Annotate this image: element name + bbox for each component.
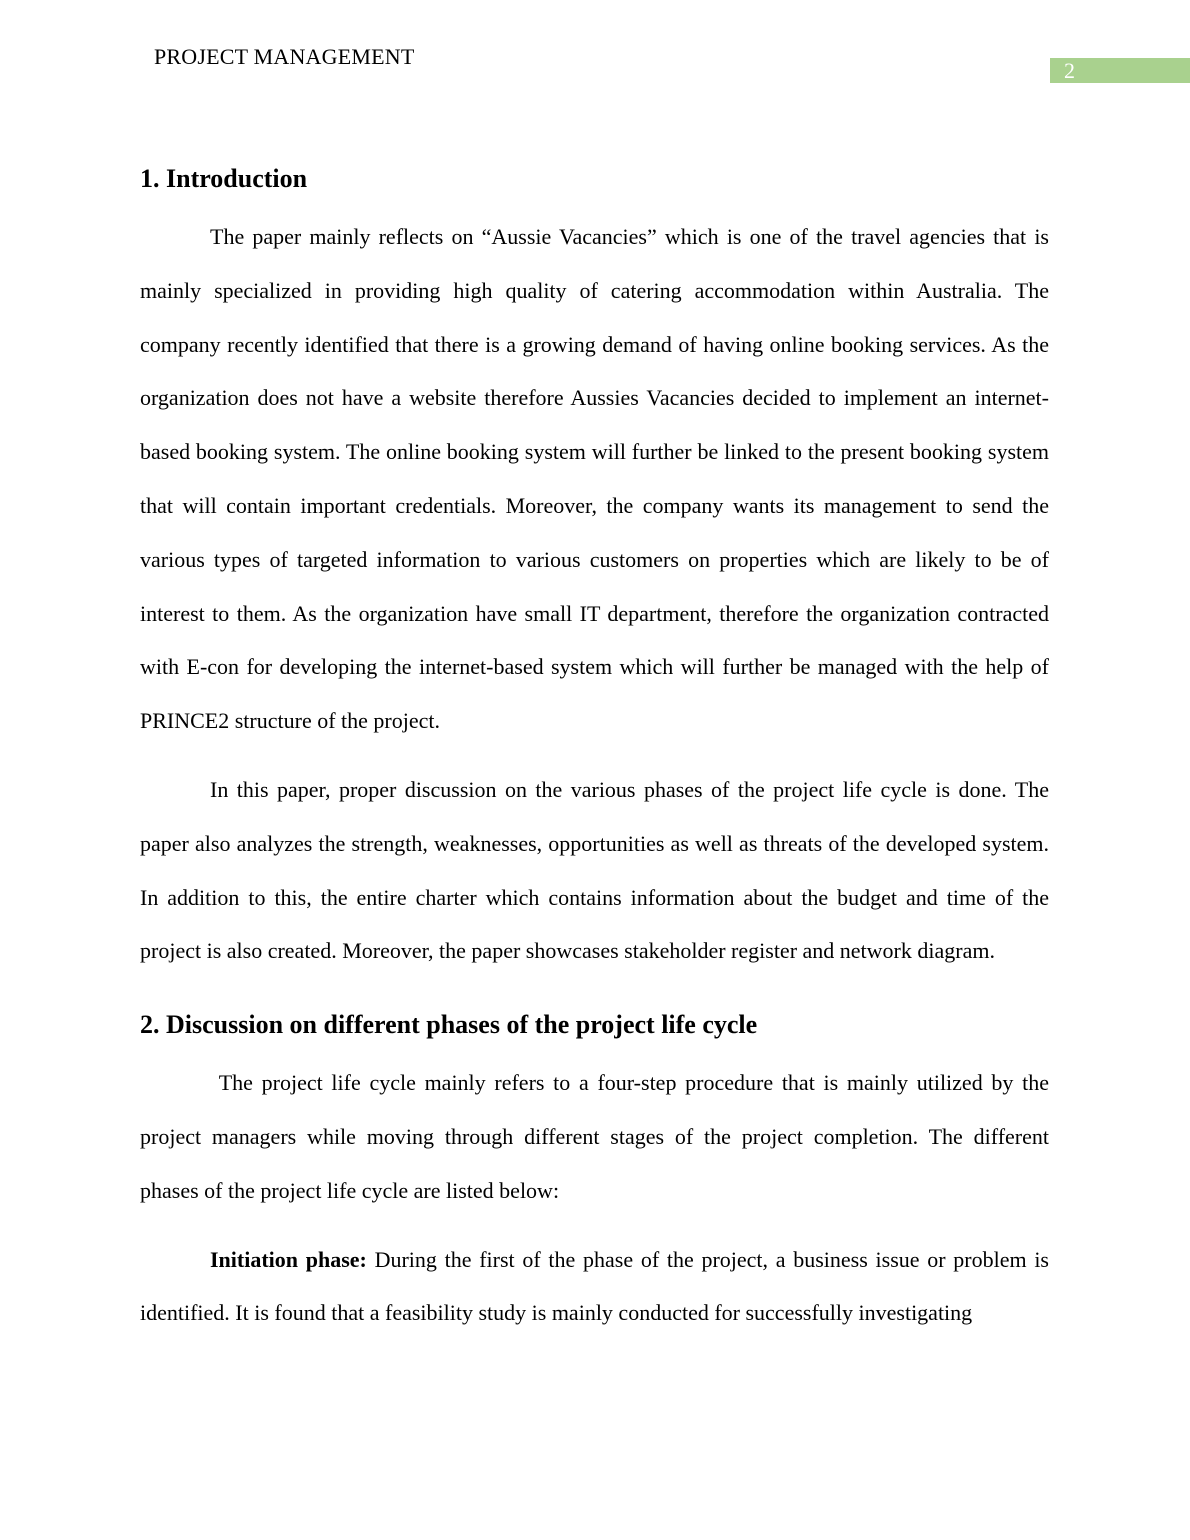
running-head: PROJECT MANAGEMENT: [154, 44, 415, 69]
initiation-phase-paragraph: [140, 1233, 1049, 1341]
initiation-phase-label: Initiation phase:: [210, 1246, 367, 1272]
section-1-heading: 1. Introduction: [140, 164, 308, 193]
lifecycle-paragraph: The project life cycle mainly refers to a four-step procedure that is mainly utilized by the project managers while moving through different stages of the project completion. The different phases of the project life cycle are listed below:: [140, 1070, 1055, 1203]
intro-paragraph-2: In this paper, proper discussion on the various phases of the project life cycle is done. The paper also analyzes the strength, weaknesses, opportunities as well as threats of the developed system. In addition to this, the entire charter which contains information about the budget and time of the project is also created. Moreover, the paper showcases stakeholder register and network diagram.: [140, 776, 1049, 964]
initiation-phase-text: During the first of the phase of the project, a business issue or problem is identified. It is found that a feasibility study is mainly conducted for successfully investigating: [140, 1246, 1049, 1326]
page-number-badge: 2: [1050, 58, 1190, 83]
document-body: [140, 160, 1055, 1340]
section-2-heading: 2. Discussion on different phases of the project life cycle: [140, 1010, 758, 1040]
intro-paragraph-1: The paper mainly reflects on “Aussie Vacancies” which is one of the travel agencies that is mainly specialized in providing high quality of catering accommodation within Australia. The company recently identified that there is a growing demand of having online booking services. As the organization does not have a website therefore Aussies Vacancies decided to implement an internet-based booking system. The online booking system will further be linked to the present booking system that will contain important credentials. Moreover, the company wants its management to send the various types of targeted information to various customers on properties which are likely to be of interest to them. As the organization have small IT department, therefore the organization contracted with E-con for developing the internet-based system which will further be managed with the help of PRINCE2 structure of the project.: [140, 224, 1049, 734]
